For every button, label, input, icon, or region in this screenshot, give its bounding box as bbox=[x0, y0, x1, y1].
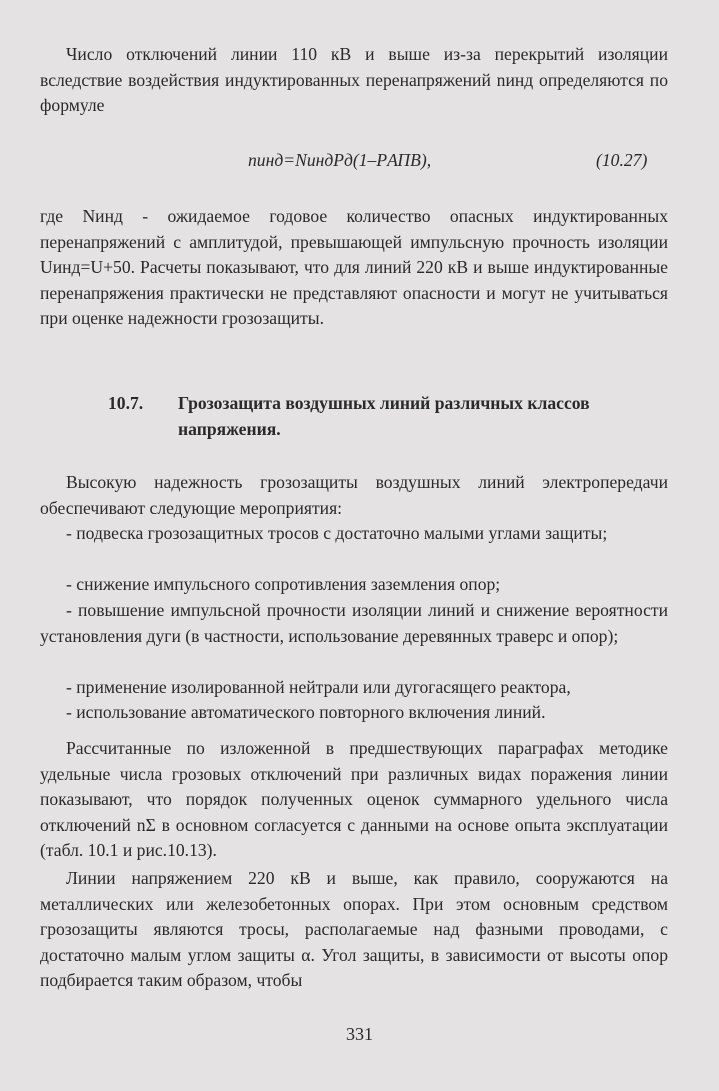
paragraph-calculated-results: Рассчитанные по изложенной в предшествующих параграфах методике удельные числа грозовых отключений при различных видах поражения линии показывают, что порядок полученных оценок суммарного удельного числа отключений nΣ в основном согласуется с данными на основе опыта эксплуатации (табл. 10.1 и рис.10.13). bbox=[40, 738, 668, 860]
formula-number: (10.27) bbox=[596, 150, 648, 170]
paragraph-where-definition: где Nинд - ожидаемое годовое количество опасных индуктированных перенапряжений с амплитудой, превышающей импульсную прочность изоляции Uинд=U+50. Расчеты показывают, что для линий 220 кВ и выше индуктированные перенапряжения практически не представляют опасности и могут не учитываться при оценке надежности грозозащиты. bbox=[40, 206, 668, 328]
section-number: 10.7. bbox=[108, 393, 144, 413]
section-title: Грозозащита воздушных линий различных классов напряжения. bbox=[178, 393, 590, 439]
formula-10-27: nинд=NиндPд(1–PАПВ), bbox=[248, 150, 432, 170]
list-item: - повышение импульсной прочности изоляции линий и снижение вероятности установления дуги (в частности, использование деревянных траверс и опор); bbox=[40, 600, 668, 646]
list-item: - применение изолированной нейтрали или дугогасящего реактора, bbox=[66, 677, 571, 697]
list-item: - использование автоматического повторного включения линий. bbox=[66, 702, 546, 722]
page-number: 331 bbox=[346, 1024, 373, 1044]
list-item: - подвеска грозозащитных тросов с достаточно малыми углами защиты; bbox=[66, 523, 608, 543]
paragraph-induced-overvoltage: Число отключений линии 110 кВ и выше из-за перекрытий изоляции вследствие воздействия индуктированных перенапряжений nинд определяются по формуле bbox=[40, 44, 668, 115]
paragraph-220kv-lines: Линии напряжением 220 кВ и выше, как правило, сооружаются на металлических или железобетонных опорах. При этом основным средством грозозащиты являются тросы, располагаемые над фазными проводами, с достаточно малым углом защиты α. Угол защиты, в зависимости от высоты опор подбирается таким образом, чтобы bbox=[40, 868, 668, 990]
list-item: - снижение импульсного сопротивления заземления опор; bbox=[66, 574, 501, 594]
paragraph-measures-intro: Высокую надежность грозозащиты воздушных линий электропередачи обеспечивают следующие мероприятия: bbox=[40, 472, 668, 518]
